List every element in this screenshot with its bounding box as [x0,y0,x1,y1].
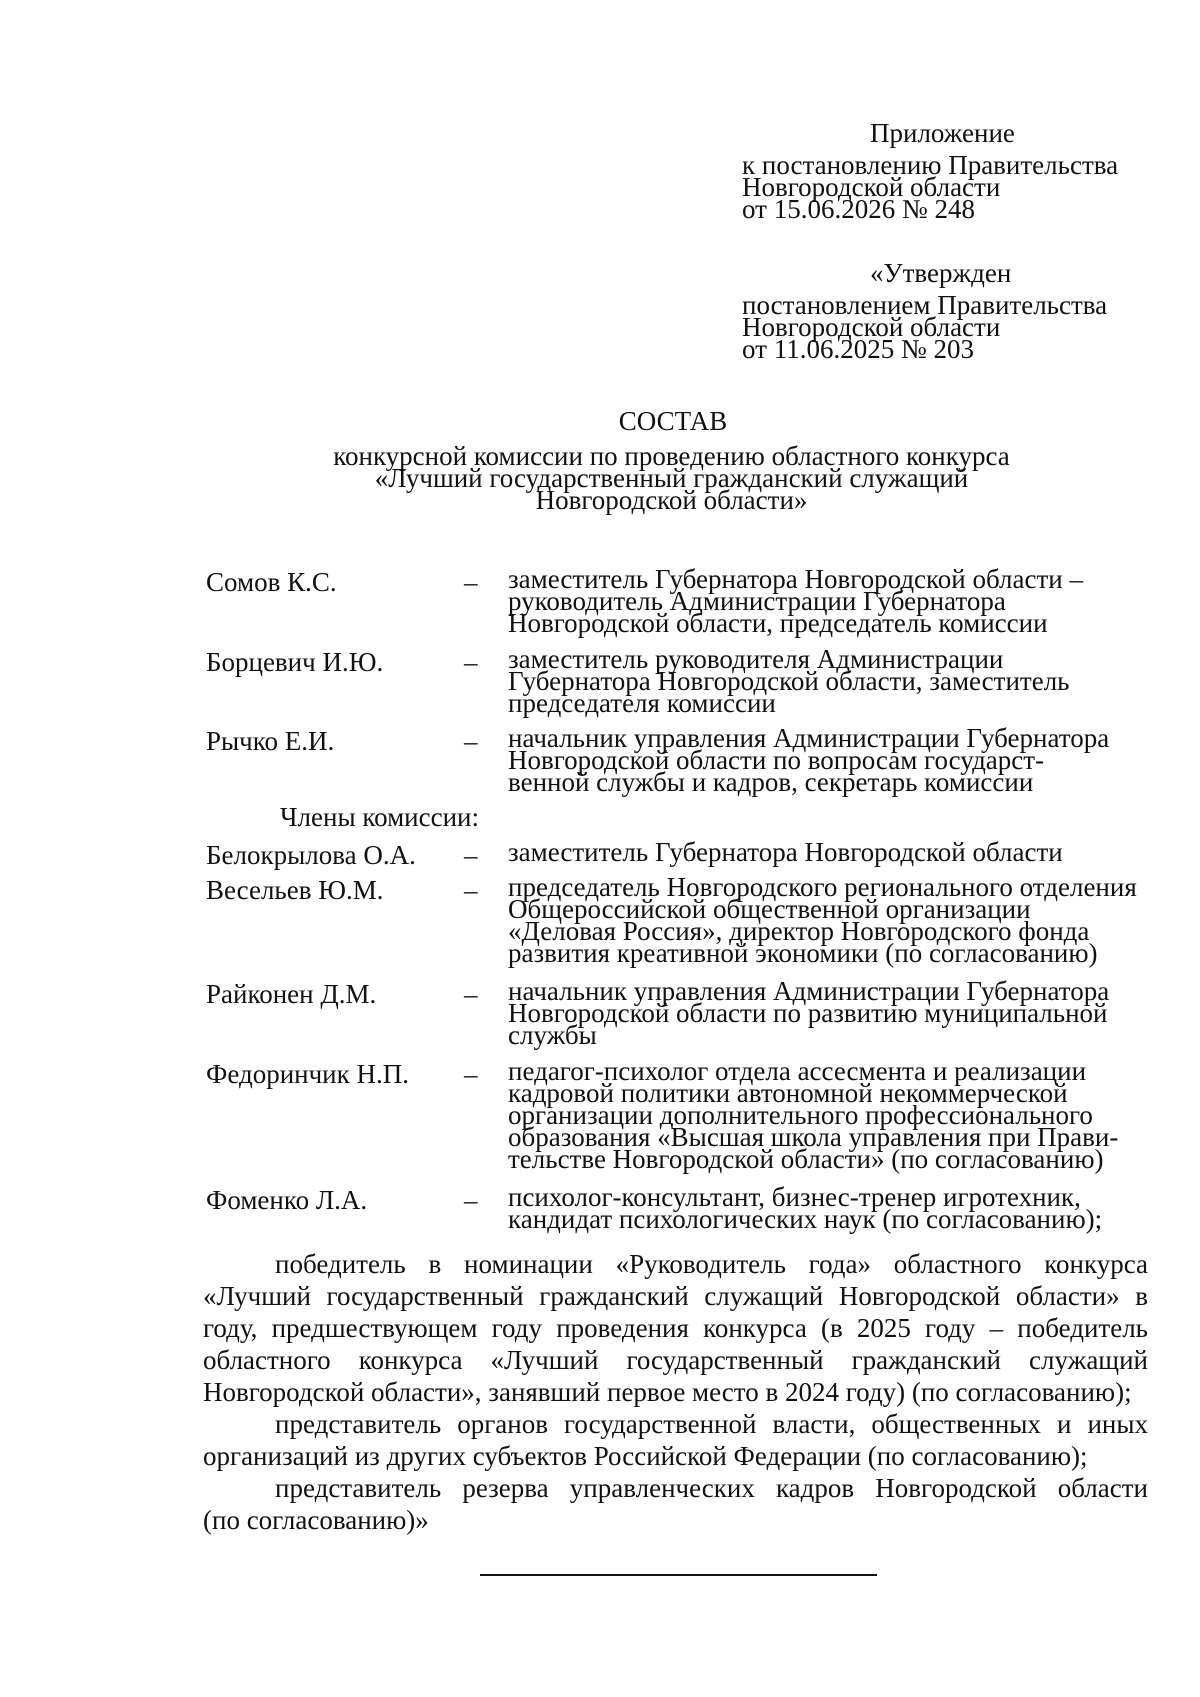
document-subtitle [210,441,1133,515]
member-role [508,837,1158,867]
members-heading: Члены комиссии: [280,802,479,832]
member-dash: – [464,726,478,756]
role-line: кадровой политики автономной некоммерческой [508,1078,1068,1108]
role-line: председатель Новгородского регионального отделения [508,872,1137,902]
appendix-line: к постановлению Правительства [742,150,1119,180]
paragraph-line: представитель органов государственной власти, общественных и иных [275,1409,1148,1439]
member-dash: – [464,567,478,597]
appendix-title: Приложение [870,118,1015,148]
subtitle-line: Новгородской области» [535,485,808,515]
member-role [508,644,1158,718]
member-dash: – [464,647,478,677]
role-line: Общероссийской общественной организации [508,894,1031,924]
role-line: Губернатора Новгородской области, заместитель [508,666,1070,696]
document-title: СОСТАВ [618,406,728,436]
role-line: заместитель Губернатора Новгородской области – [508,564,1083,594]
member-name: Фоменко Л.А. [206,1185,368,1215]
end-rule-divider [480,1574,877,1576]
approved-line: Новгородской области [742,312,1001,342]
member-name: Весельев Ю.М. [206,875,384,905]
paragraph [203,1248,1148,1408]
approved-reference [742,290,1108,364]
member-dash: – [464,875,478,905]
subtitle-line: «Лучший государственный гражданский служащий [374,463,969,493]
appendix-reference [742,150,1119,224]
role-line: организации дополнительного профессионального [508,1100,1093,1130]
role-line: психолог-консультант, бизнес-тренер игротехник, [508,1182,1081,1212]
member-name: Белокрылова О.А. [206,840,416,870]
approved-line: от 11.06.2025 № 203 [742,334,974,364]
member-dash: – [464,1059,478,1089]
role-line: «Деловая Россия», директор Новгородского фонда [508,916,1090,946]
role-line: развития креативной экономики (по согласованию) [508,938,1098,968]
paragraph [203,1408,1148,1472]
role-line: председателя комиссии [508,688,776,718]
role-line: начальник управления Администрации Губернатора [508,976,1110,1006]
appendix-line: Новгородской области [742,172,1001,202]
paragraph-line: организаций из других субъектов Российской Федерации (по согласованию); [203,1441,1088,1471]
role-line: образования «Высшая школа управления при Прави- [508,1122,1119,1152]
approved-title: «Утвержден [870,258,1012,288]
role-line: кандидат психологических наук (по согласованию); [508,1204,1103,1234]
member-dash: – [464,1185,478,1215]
member-name: Сомов К.С. [206,567,337,597]
member-role [508,564,1158,638]
member-dash: – [464,979,478,1009]
paragraph-line: Новгородской области», занявший первое место в 2024 году) (по согласованию); [203,1377,1132,1407]
member-name: Рычко Е.И. [206,726,335,756]
paragraph-line: представитель резерва управленческих кадров Новгородской области [275,1473,1148,1503]
approved-line: постановлением Правительства [742,290,1108,320]
appendix-line: от 15.06.2026 № 248 [742,194,975,224]
role-line: службы [508,1020,597,1050]
role-line: Новгородской области, председатель комиссии [508,608,1048,638]
role-line: начальник управления Администрации Губернатора [508,723,1110,753]
role-line: заместитель Губернатора Новгородской области [508,837,1063,867]
role-line: Новгородской области по развитию муниципальной [508,998,1108,1028]
member-role [508,1182,1158,1234]
member-name: Райконен Д.М. [206,979,377,1009]
subtitle-line: конкурсной комиссии по проведению областного конкурса [333,441,1010,471]
role-line: педагог-психолог отдела ассесмента и реализации [508,1056,1087,1086]
paragraph [203,1472,1148,1536]
paragraph-line: (по согласованию)» [203,1505,429,1535]
paragraph-line: областного конкурса «Лучший государственный гражданский служащий [203,1345,1148,1375]
role-line: заместитель руководителя Администрации [508,644,1004,674]
role-line: тельстве Новгородской области» (по согласованию) [508,1144,1104,1174]
paragraph-line: «Лучший государственный гражданский служащий Новгородской области» в [203,1281,1148,1311]
member-dash: – [464,840,478,870]
member-role [508,1056,1158,1174]
paragraph-line: победитель в номинации «Руководитель года» областного конкурса [275,1249,1148,1279]
role-line: руководитель Администрации Губернатора [508,586,1006,616]
member-role [508,723,1158,797]
member-role [508,872,1158,968]
member-name: Федоринчик Н.П. [206,1059,409,1089]
role-line: Новгородской области по вопросам государст- [508,745,1045,775]
member-role [508,976,1158,1050]
member-name: Борцевич И.Ю. [206,647,384,677]
role-line: венной службы и кадров, секретарь комиссии [508,767,1034,797]
paragraph-line: году, предшествующем году проведения конкурса (в 2025 году – победитель [203,1313,1148,1343]
